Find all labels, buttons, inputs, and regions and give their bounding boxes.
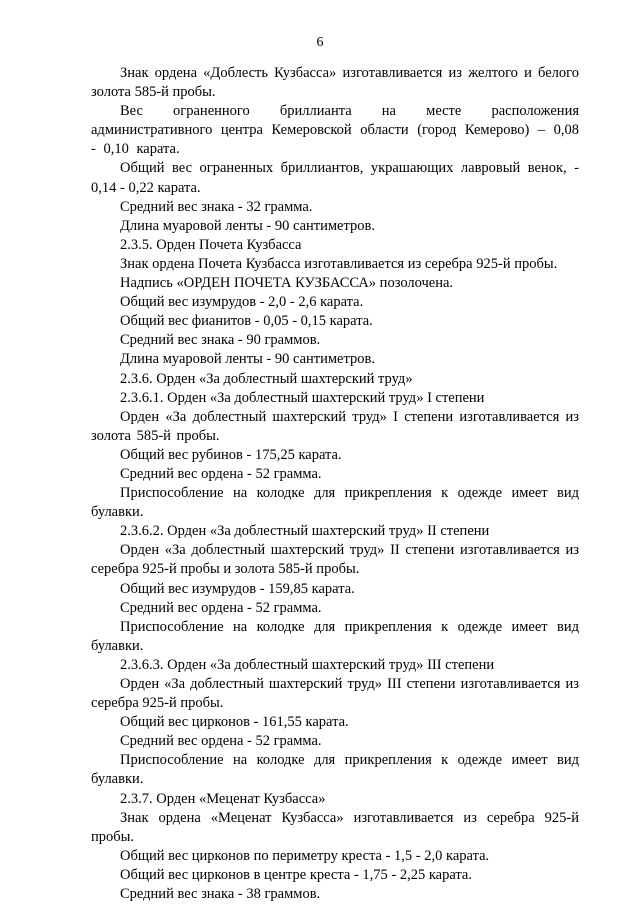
paragraph-mining-order-3-average-weight: Средний вес ордена - 52 грамма. <box>120 733 322 750</box>
section-heading-2-3-7: 2.3.7. Орден «Меценат Кузбасса» <box>120 790 326 807</box>
section-heading-2-3-6: 2.3.6. Орден «За доблестный шахтерский труд» <box>120 370 413 387</box>
paragraph-mining-order-1-fastening: Приспособление на колодке для прикрепления к одежде имеет вид булавки. <box>91 485 579 521</box>
paragraph-patron-order-center-zircons: Общий вес цирконов в центре креста - 1,75 - 2,25 карата. <box>120 866 472 883</box>
section-heading-2-3-6-1: 2.3.6.1. Орден «За доблестный шахтерский труд» I степени <box>120 389 485 406</box>
paragraph-order-honor-material: Знак ордена Почета Кузбасса изготавливается из серебра 925-й пробы. <box>120 255 558 272</box>
paragraph-mining-order-3-fastening: Приспособление на колодке для прикрепления к одежде имеет вид булавки. <box>91 752 579 788</box>
paragraph-mining-order-2-average-weight: Средний вес ордена - 52 грамма. <box>120 599 322 616</box>
section-heading-2-3-5: 2.3.5. Орден Почета Кузбасса <box>120 236 302 253</box>
paragraph-order-valor-ribbon-length: Длина муаровой ленты - 90 сантиметров. <box>120 217 375 234</box>
paragraph-order-honor-ribbon-length: Длина муаровой ленты - 90 сантиметров. <box>120 351 375 368</box>
document-body <box>91 64 579 904</box>
paragraph-patron-order-average-weight: Средний вес знака - 38 граммов. <box>120 886 321 903</box>
paragraph-order-honor-emeralds: Общий вес изумрудов - 2,0 - 2,6 карата. <box>120 294 364 311</box>
paragraph-mining-order-3-zircons: Общий вес цирконов - 161,55 карата. <box>120 714 349 731</box>
paragraph-mining-order-3-material: Орден «За доблестный шахтерский труд» III степени изготавливается из серебра 925-й пробы. <box>91 676 579 712</box>
paragraph-mining-order-1-average-weight: Средний вес ордена - 52 грамма. <box>120 465 322 482</box>
paragraph-order-valor-average-weight: Средний вес знака - 32 грамма. <box>120 198 313 215</box>
paragraph-mining-order-2-fastening: Приспособление на колодке для прикрепления к одежде имеет вид булавки. <box>91 618 579 654</box>
paragraph-order-valor-material: Знак ордена «Доблесть Кузбасса» изготавливается из желтого и белого золота 585-й пробы. <box>91 65 579 101</box>
paragraph-order-honor-average-weight: Средний вес знака - 90 граммов. <box>120 332 321 349</box>
paragraph-mining-order-2-material: Орден «За доблестный шахтерский труд» II степени изготавливается из серебра 925-й пробы и золота 585-й пробы. <box>91 542 579 578</box>
section-heading-2-3-6-3: 2.3.6.3. Орден «За доблестный шахтерский труд» III степени <box>120 656 495 673</box>
paragraph-order-honor-cubic-zirconia: Общий вес фианитов - 0,05 - 0,15 карата. <box>120 313 373 330</box>
paragraph-mining-order-1-rubies: Общий вес рубинов - 175,25 карата. <box>120 446 342 463</box>
paragraph-order-valor-diamond-weight: Вес ограненного бриллианта на месте расположения административного центра Кемеровской области (город Кемерово) – 0,08 - 0,10 карата. <box>91 103 579 158</box>
paragraph-order-honor-inscription: Надпись «ОРДЕН ПОЧЕТА КУЗБАССА» позолочена. <box>120 275 454 292</box>
paragraph-order-valor-wreath-diamonds: Общий вес ограненных бриллиантов, украшающих лавровый венок, - 0,14 - 0,22 карата. <box>91 160 579 196</box>
paragraph-mining-order-1-material: Орден «За доблестный шахтерский труд» I степени изготавливается из золота 585-й пробы. <box>91 408 579 444</box>
paragraph-patron-order-perimeter-zircons: Общий вес цирконов по периметру креста - 1,5 - 2,0 карата. <box>120 847 490 864</box>
section-heading-2-3-6-2: 2.3.6.2. Орден «За доблестный шахтерский труд» II степени <box>120 523 490 540</box>
paragraph-patron-order-material: Знак ордена «Меценат Кузбасса» изготавливается из серебра 925-й пробы. <box>91 809 579 845</box>
paragraph-mining-order-2-emeralds: Общий вес изумрудов - 159,85 карата. <box>120 580 355 597</box>
page-number: 6 <box>316 35 324 50</box>
